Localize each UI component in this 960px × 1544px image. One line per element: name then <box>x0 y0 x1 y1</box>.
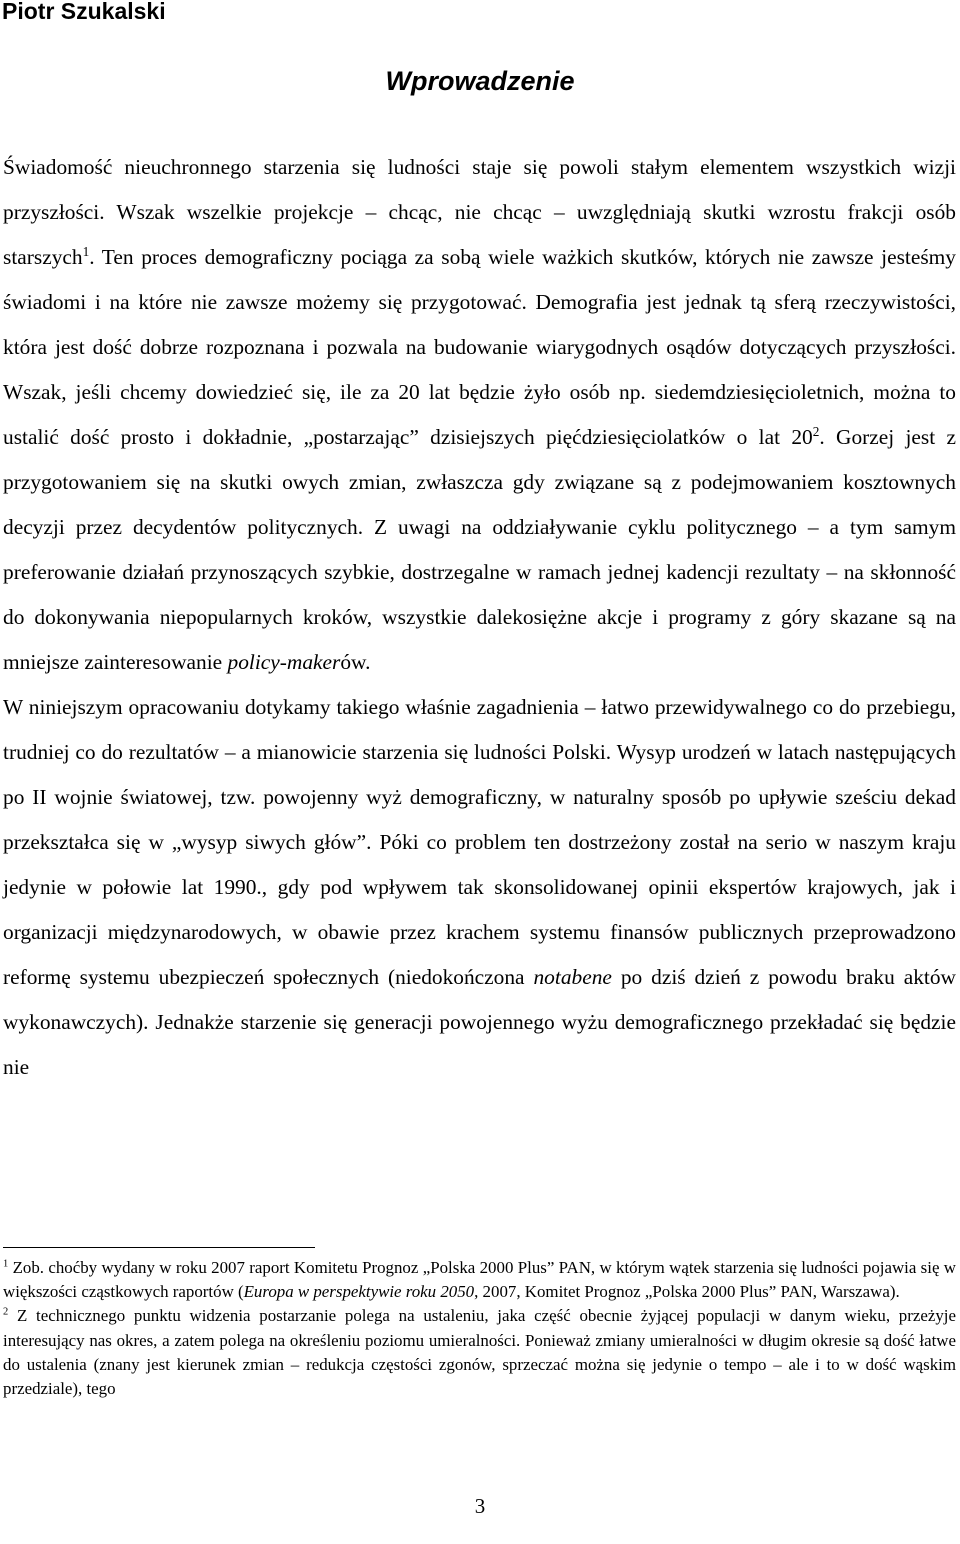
footnote-1-text-a: Zob. choćby wydany w roku 2007 raport Komitetu Prognoz „Polska 2000 Plus” PAN, w którym wątek starzenia się ludności pojawia się w większości cząstkowych raportów ( <box>3 1258 956 1302</box>
section-title: Wprowadzenie <box>385 66 575 96</box>
paragraph-2 <box>3 685 956 1090</box>
author-name: Piotr Szukalski <box>2 0 166 24</box>
paragraph-1-text-b: . Ten proces demograficzny pociąga za sobą wiele ważkich skutków, których nie zawsze jesteśmy świadomi i na które nie zawsze możemy się przygotować. Demografia jest jednak tą sferą rzeczywistości, która jest dość dobrze rozpoznana i pozwala na budowanie wiarygodnych osądów dotyczących przyszłości. Wszak, jeśli chcemy dowiedzieć się, ile za 20 lat będzie żyło osób np. siedemdziesięcioletnich, można to ustalić dość prosto i dokładnie, „postarzając” dzisiejszych pięćdziesięciolatków o lat 20 <box>3 245 956 449</box>
footnote-1-marker: 1 <box>3 1258 9 1270</box>
footnote-1-italic: Europa w perspektywie roku 2050 <box>243 1282 475 1302</box>
footnote-2-text-a: Z technicznego punktu widzenia postarzanie polega na ustaleniu, jaka część obecnie żyjącej populacji w danym wieku, przeżyje interesujący nas okres, a zatem polega na określeniu poziomu umieralności. Ponieważ zmiany umieralności w długim okresie są dość łatwe do ustalenia (znany jest kierunek zmian – redukcja częstości zgonów, sprzeczać można się jedynie o tempo – ale i to w dość wąskim przedziale), tego <box>3 1306 956 1399</box>
footnotes <box>3 1256 956 1401</box>
footnote-1 <box>3 1256 956 1304</box>
body-text <box>3 145 956 1090</box>
footnote-1-text-b: , 2007, Komitet Prognoz „Polska 2000 Plus” PAN, Warszawa). <box>474 1282 900 1302</box>
paragraph-1-text-d: ów. <box>340 650 371 674</box>
paragraph-1-text-c: . Gorzej jest z przygotowaniem się na skutki owych zmian, zwłaszcza gdy związane są z podejmowaniem kosztownych decyzji przez decydentów politycznych. Z uwagi na oddziaływanie cyklu politycznego – a tym samym preferowanie działań przynoszących szybkie, dostrzegalne w ramach jednej kadencji rezultaty – na skłonność do dokonywania niepopularnych kroków, wszystkie dalekosiężne akcje i programy z góry skazane są na mniejsze zainteresowanie <box>3 425 956 674</box>
paragraph-2-text-a: W niniejszym opracowaniu dotykamy takiego właśnie zagadnienia – łatwo przewidywalnego co do przebiegu, trudniej co do rezultatów – a mianowicie starzenia się ludności Polski. Wysyp urodzeń w latach następujących po II wojnie światowej, tzw. powojenny wyż demograficzny, w naturalny sposób po upływie sześciu dekad przekształca się w „wysyp siwych głów”. Póki co problem ten dostrzeżony został na serio w naszym kraju jedynie w połowie lat 1990., gdy pod wpływem tak skonsolidowanej opinii ekspertów krajowych, jak i organizacji międzynarodowych, w obawie przez krachem systemu finansów publicznych przeprowadzono reformę systemu ubezpieczeń społecznych (niedokończona <box>3 695 956 989</box>
footnote-ref-2: 2 <box>812 423 820 439</box>
footnote-ref-1: 1 <box>82 243 90 259</box>
footnote-2-marker: 2 <box>3 1306 9 1318</box>
paragraph-1 <box>3 145 956 685</box>
footnote-separator <box>3 1247 315 1248</box>
paragraph-2-text-b: po dziś dzień z powodu braku aktów wykonawczych). Jednakże starzenie się generacji powojennego wyżu demograficznego przekładać się będzie nie <box>3 965 956 1079</box>
paragraph-1-text-a: Świadomość nieuchronnego starzenia się ludności staje się powoli stałym elementem wszystkich wizji przyszłości. Wszak wszelkie projekcje – chcąc, nie chcąc – uwzględniają skutki wzrostu frakcji osób starszych <box>3 155 956 269</box>
page-number: 3 <box>474 1494 486 1518</box>
paragraph-2-italic: notabene <box>533 965 612 989</box>
paragraph-1-italic: policy-maker <box>227 650 341 674</box>
footnote-2 <box>3 1304 956 1401</box>
